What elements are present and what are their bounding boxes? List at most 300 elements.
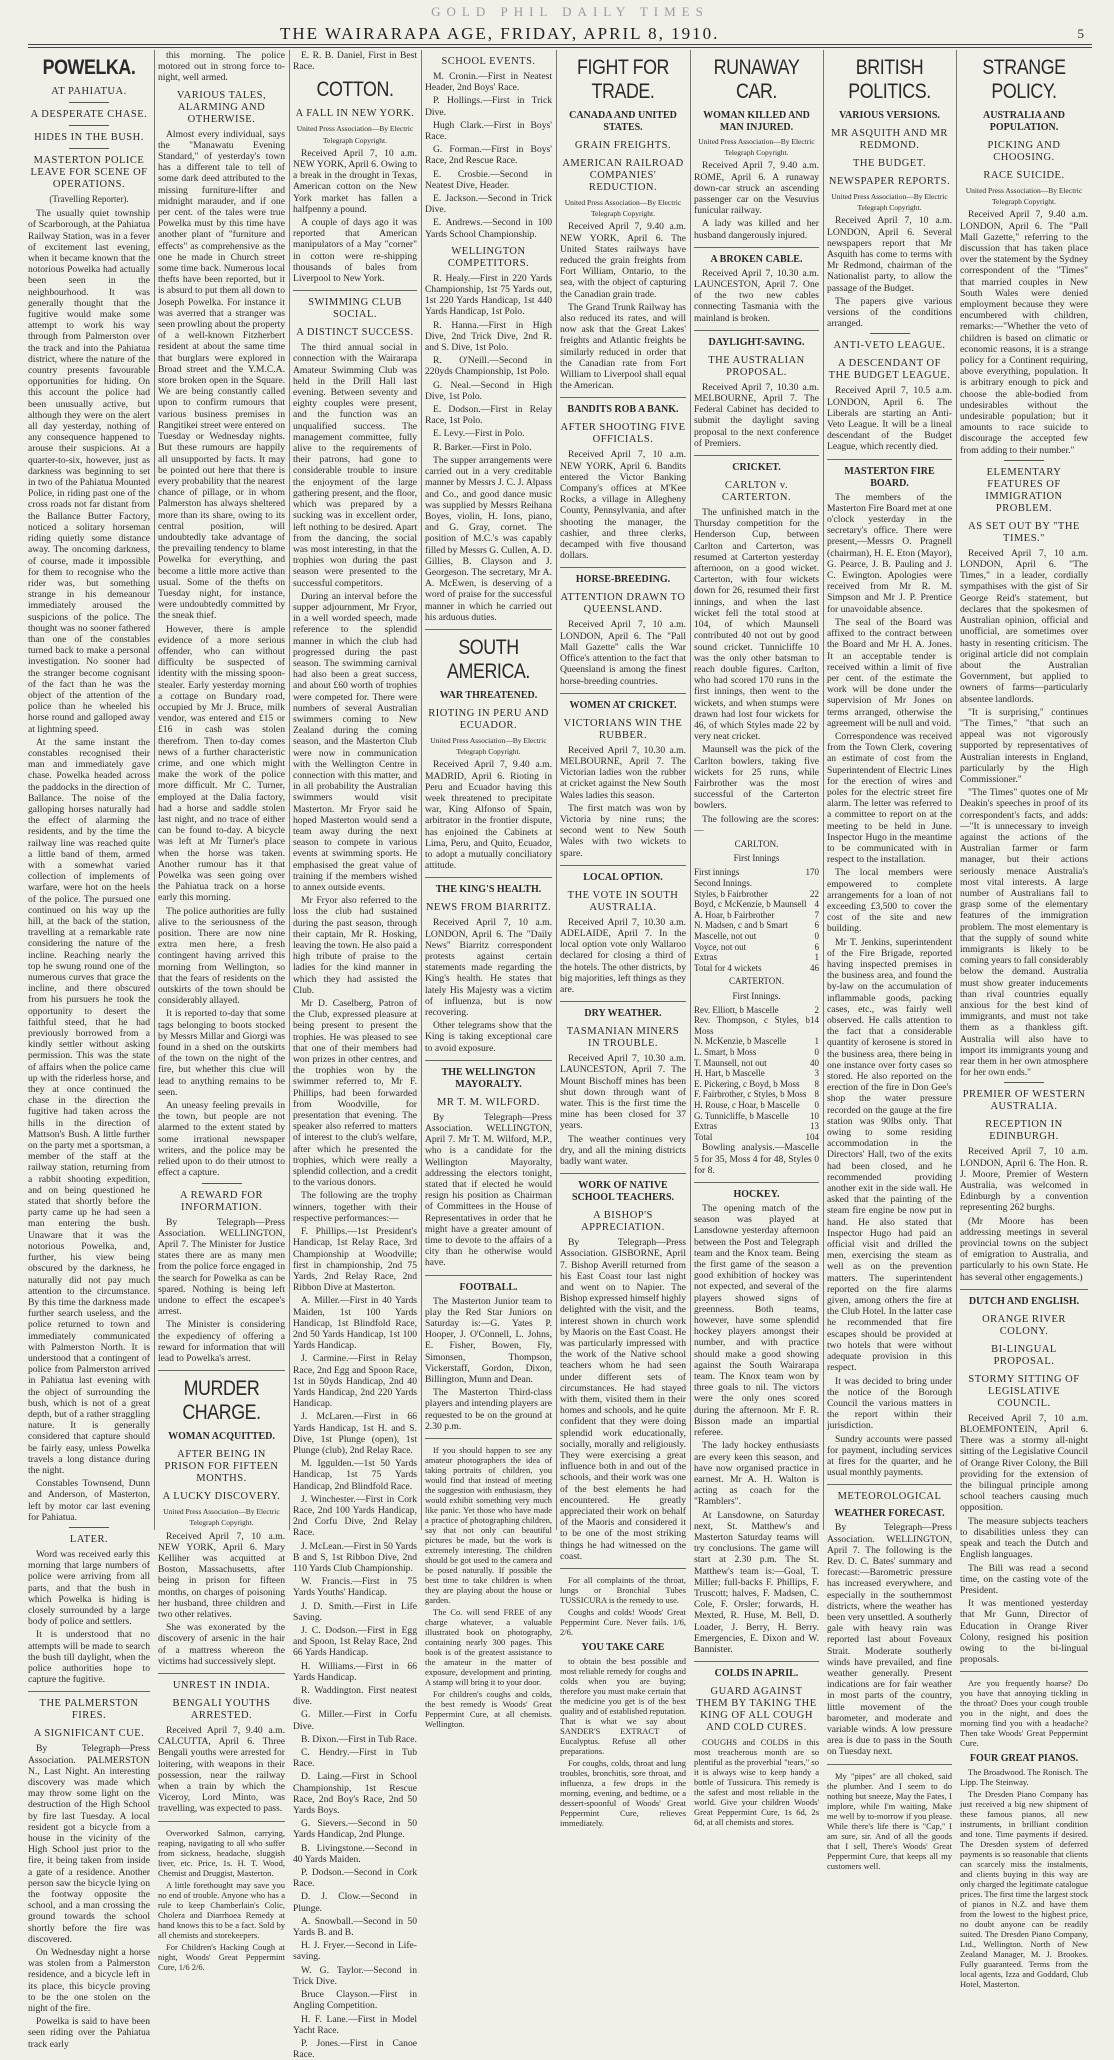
article-paragraph: Received April 7, 9.40 a.m. NEW YORK, April 6. The United States railways have reduced the grain freights from Fort William, Ontario, to the sea, with the object of capturing the Canadian grain trade.	[560, 221, 686, 300]
scorecard-title: CARTERTON.	[728, 976, 784, 987]
trophy-winner: G. Forman.—First in Boys' Race, 2nd Rescue Race.	[425, 144, 552, 167]
score-row	[694, 963, 819, 974]
trophy-winner: R. O'Neill.—Second in 220yds Championship, 1st Polo.	[425, 355, 552, 378]
score-player: Extras	[694, 952, 717, 963]
article-paragraph: On Wednesday night a horse was stolen from a Palmerston residence, and a bicycle left in its place, this bicycle proving to be the one stolen on the night of the fire.	[28, 1947, 150, 2015]
headline-south-america: SOUTH AMERICA.	[447, 635, 530, 683]
article-paragraph: By Telegraph—Press Association. WELLINGTON, April 7. The Minister for Justice states there are as many men from the police force engaged in the search for Powelka as can be spared. Nothing is being left undone to effect the escapee's arrest.	[158, 1216, 285, 1318]
score-runs: 4	[814, 899, 819, 910]
subhead: COLDS IN APRIL.	[714, 1668, 799, 1680]
article-paragraph: The unfinished match in the Thursday competition for the Henderson Cup, between Carlton and Carterton, was resumed at Carterton yesterday afternoon, on a good wicket. Carterton, with four wickets down for 26, resumed their first innings, and when the last wicket fell the total stood at 104, of which Maunsell contributed 40 not out by good sound cricket. Tunnicliffe 10 was the only other batsman to reach double figures. Carlton, who had scored 170 runs in the first innings, then went to the wickets, and when stumps were drawn had lost four wickets for 46, of which Styles made 22 by very neat cricket.	[694, 507, 819, 743]
score-row	[694, 889, 819, 900]
subhead: WORK OF NATIVE SCHOOL TEACHERS.	[571, 1180, 675, 1204]
score-runs: 7	[814, 909, 819, 920]
score-row	[694, 1047, 819, 1058]
trophy-winner: P. Dodson.—Second in Cork Race.	[293, 1867, 417, 1890]
score-runs: 10	[810, 1110, 819, 1121]
subhead: A DISTINCT SUCCESS.	[296, 327, 414, 339]
article-paragraph: Other telegrams show that the King is taking exceptional care to avoid exposure.	[425, 1020, 552, 1054]
subhead: WEATHER FORECAST.	[834, 1508, 945, 1520]
trophy-winner: H. J. Fryer.—Second in Life-saving.	[293, 1940, 417, 1963]
trophy-winner: E. Jackson.—Second in Trick Dive.	[425, 193, 552, 216]
article-paragraph: Received April 7, 10.5 a.m. LONDON, April 6. The Liberals are starting an Anti-Veto League. It will be a lineal descendant of the Budget League, which recently died.	[827, 385, 952, 453]
article-paragraph: The supper arrangements were carried out in a very creditable manner by Messrs J. C. J. Alpass and Co., and good dance music was supplied by Messrs Reihana Boyes, violin, H. Ions, piano, and G. Gray, cornet. The position of M.C.'s was capably filled by Messrs G. Cullen, A. D. Gillies, B. Clayson and J. Georgeson. The secretary, Mr A. A. McEwen, is deserving of a word of praise for the successful manner in which he carried out his arduous duties.	[425, 454, 552, 623]
article-paragraph: At Lansdowne, on Saturday next, St. Matthew's and Masterton Saturday teams will try conclusions. The game will start at 2.30 p.m. The St. Matthew's team is:—Goal, T. Miller; full-backs F. Phillips, F. Truscott; halves, F. Madsen, C. Cole, F. Orsler; forwards, H. Mexted, R. Huse, M. Bell, D. Loader, J. Berry, H. Berry. Emergencies, E. Dixon and W. Bannister.	[694, 1509, 819, 1655]
article-paragraph: Received April 7, 9.40 a.m. CALCUTTA, April 6. Three Bengali youths were arrested for loitering, with weapons in their possession, near the railway when a train by which the Viceroy, Lord Minto, was travelling, was expected to pass.	[158, 1724, 285, 1815]
column-1	[28, 50, 150, 2050]
article-paragraph: The papers give various versions of the conditions arranged.	[827, 295, 952, 330]
score-row	[694, 899, 819, 910]
scorecard-subtitle: First Innings.	[732, 990, 781, 1001]
score-runs: 8	[814, 1078, 819, 1089]
article-paragraph: "It is surprising," continues "The Times," "that such an appeal was not vigorously supported by representatives of Australian interests in England, particularly by the High Commissioner."	[960, 706, 1088, 785]
article-paragraph: Received April 7, 10.30 a.m. LAUNCESTON, April 7. One of the two new cables connecting Tasmania with the mainland is broken.	[694, 267, 819, 324]
score-player: Styles, b Fairbrother	[694, 888, 768, 899]
score-runs: 0	[814, 1047, 819, 1058]
trophy-winner: J. Carmine.—First in Relay Race, 2nd Egg and Spoon Race, 1st in 50yds Handicap, 2nd 40 Yards Handicap, 2nd 220 Yards Handicap.	[293, 1353, 417, 1410]
trophy-winner: A. Snowball.—Second in 50 Yards B. and B.	[293, 1915, 417, 1939]
subhead: LOCAL OPTION.	[583, 871, 663, 883]
advertisement-heading: FOUR GREAT PIANOS.	[969, 1753, 1079, 1765]
trophy-winner: E. Crosbie.—Second in Neatest Dive, Header.	[425, 168, 552, 191]
article-paragraph: The opening match of the season was played at Lansdowne yesterday afternoon between the Post and Telegraph team and the Knox team. Being the first game of the season a good exhibition of hockey was not expected, and several of the players showed signs of greenness. Both teams, however, have some splendid hockey players amongst their number, and with practice should make a good showing against the South Wairarapa team. The Knox team won by three goals to nil. The victors were the only ones scored during the afternoon. Mr F. R. Bisson made an impartial referee.	[694, 1203, 819, 1439]
score-row	[694, 942, 819, 953]
trophy-winner: J. D. Smith.—First in Life Saving.	[293, 1600, 417, 1623]
article-paragraph: Word was received early this morning that large numbers of police were arriving from all parts, and that the bush in which Powelka is hiding is closely surrounded by a large body of police and settlers.	[28, 1548, 150, 1628]
subhead: DRY WEATHER.	[584, 1008, 662, 1020]
trophy-winner: G. Sievers.—Second in 50 Yards Handicap, 2nd Plunge.	[293, 1818, 417, 1841]
trophy-winner: R. Waddington. First neatest dive.	[293, 1685, 417, 1708]
trophy-winner: R. Healy.—First in 220 Yards Championship, 1st 75 Yards out, 1st 220 Yards Handicap, 1st 440 Yards Handicap, 1st Polo.	[425, 272, 552, 318]
article-paragraph: The members of the Masterton Fire Board met at one o'clock yesterday in the secretary's office. There were present,—Messrs O. Pragnell (chairman), H. E. Eton (Mayor), G. Pearce, J. B. Pauling and J. C. Ewington. Apologies were received from Mr R. M. Simpson and Mr J. P. Prentice for unavoidable absence.	[827, 491, 952, 615]
score-runs: 104	[805, 1131, 819, 1142]
score-runs: 0	[814, 1100, 819, 1111]
article-paragraph: At the same instant the constables recognised their man and immediately gave chase. Powelka headed across the paddocks in the direction of Ballance. The noise of the galloping horses naturally had the effect of alarming the residents, and by the time the railway line was reached quite a little band of them, armed with a somewhat varied collection of implements of warfare, were hot on the heels of the police. The pursued one continued on his way up the hill, at the back of the station, travelling at a remarkable rate considering the nature of the incline. Reaching nearly the top he swung round one of the numerous curves that grace the incline, and there obscured from his pursuers he took the opportunity to desert the faithful steed, that he had previously borrowed from a kindly settler without asking permission. This was the state of affairs when the police came up with the riderless horse, and they at once continued the chase in the direction the fugitive had taken across the hills in the direction of Mattson's Bush. A little further on the party met a sportsman, a member of the staff at the railway station, returning from a rabbit shooting expedition, and on being questioned he stated that shortly before the party came up he had seen a man entering the bush. Unaware that it was the notorious Powelka, and, further, his view being obscured by the darkness, he naturally did not pay much attention to the circumstance. By this time the darkness made further search useless, and the police returned to town and immediately communicated with Palmerston North. It is understood that a contingent of police from Palmerston arrived in Pahiatua last evening with the object of surrounding the bush, which is not of a great depth, but of a rather straggling nature. It is generally considered that capture should be fairly easy, unless Powelka travels a long distance during the night.	[28, 736, 150, 1476]
credit-line: United Press Association—By Electric Telegraph Copyright.	[430, 735, 547, 757]
article-paragraph: The seal of the Board was affixed to the contract between the Board and Mr H. A. Jones. It an acceptable tender is received within a limit of five per cent. of the estimate the work will be done under the supervision of Mr Jones on terms arranged, otherwise the agreement will be null and void.	[827, 616, 952, 729]
column-divider	[690, 50, 691, 1530]
masthead-rule-2	[28, 47, 1092, 48]
score-runs: 1	[814, 952, 819, 963]
article-paragraph: Correspondence was received from the Town Clerk, covering an estimate of cost from the Superintendent of Electric Lines for the erection of wires and poles for the electric street fire alarm. The letter was referred to a committee to report on at the meeting to be held in June. Inspector Hugo in the meantime to be communicated with in respect to the installation.	[827, 730, 952, 866]
score-row	[694, 1005, 819, 1016]
article-paragraph: An uneasy feeling prevails in the town, but people are not alarmed to the extent stated by some irrational newspaper writers, and the police may be relied upon to do their utmost to effect a capture.	[158, 1100, 285, 1179]
subhead: AMERICAN RAILROAD COMPANIES' REDUCTION.	[562, 158, 684, 193]
headline-cotton: COTTON.	[316, 78, 394, 102]
subhead: HOCKEY.	[733, 1189, 780, 1201]
score-player: H. Hart, b Mascelle	[694, 1068, 765, 1079]
article-paragraph: Powelka is said to have been seen riding over the Pahiatua track early	[28, 2016, 150, 2050]
trophy-winner: B. Livingstone.—Second in 40 Yards Maiden.	[293, 1842, 417, 1865]
article-paragraph: The usually quiet township of Scarborough, at the Pahiatua Railway Station, was in a fever of excitement last evening, when it became known that the notorious Powelka had actually been seen in the neighbourhood. It was generally thought that the fugitive would make some attempt to work his way through from Palmerston over the track and into the Pahiatua district, where the nature of the country presents favourable opportunities for hiding. On this account the police had been unusually active, but although they were on the alert all day yesterday, nothing of any consequence happened to arouse their suspicions. At a quarter-to-six, however, just as darkness was beginning to set in two of the Pahiatua Mounted Police, in riding past one of the cross roads not far distant from the Ballance Butter Factory, noticed a solitary horseman riding quietly some distance away. The oncoming darkness, of course, made it impossible for them to recognise who the rider was, but something strange in his demeanour immediately aroused the suspicions of the police. The thought was no sooner fathered than one of the constables turned back to make a personal investigation. No sooner had the stranger become cognisant of the fact than he was the object of the attention of the police than he wheeled his horse round and galloped away at lightning speed.	[28, 208, 150, 735]
subhead: PICKING AND CHOOSING.	[987, 140, 1061, 163]
score-player: First innings	[694, 867, 740, 878]
article-paragraph: The measure subjects teachers to disabilities unless they can speak and teach the Dutch and English languages.	[960, 1515, 1088, 1561]
subhead: BANDITS ROB A BANK.	[567, 404, 679, 416]
article-paragraph: The lady hockey enthusiasts are every keen this season, and have now organised practice in earnest. Mr A. H. Walton is acting as coach for the "Ramblers".	[694, 1440, 819, 1508]
score-player: Total	[694, 1131, 713, 1142]
headline-powelka: POWELKA.	[42, 56, 136, 79]
subhead: AUSTRALIA AND POPULATION.	[983, 110, 1065, 133]
article-paragraph: Received April 7, 10 a.m. LONDON, April 6. The "Daily News" Biarritz correspondent protests against certain statements made regarding the King's health. He states that lately His Majesty was a victim of influenza, but is now recovering.	[425, 917, 552, 1018]
trophy-winner: E. Levy.—First in Polo.	[433, 428, 525, 440]
subhead: DUTCH AND ENGLISH.	[968, 1295, 1080, 1307]
subhead: MASTERTON POLICE LEAVE FOR SCENE OF OPERATIONS.	[30, 155, 148, 190]
score-row	[694, 1079, 819, 1090]
article-paragraph: A couple of days ago it was reported that American manipulators of a May "corner" in cotton were re-shipping thousands of bales from Liverpool to New York.	[293, 217, 417, 285]
subhead: UNREST IN INDIA.	[172, 1679, 271, 1691]
article-paragraph: By Telegraph—Press Association. PALMERSTON N., Last Night. An interesting discovery was made which may throw some light on the destruction of the High School by fire last Tuesday. A local resident got a bicycle from a house in the vicinity of the High School just prior to the fire, it being taken from inside a gate of a residence. Another person saw the bicycle lying on the footway opposite the school, and a man crossing the ground towards the school shortly before the fire was discovered.	[28, 1743, 150, 1945]
trophy-winner: E. Dodson.—First in Relay Race, 1st Polo.	[425, 404, 552, 427]
column-divider	[823, 50, 824, 1530]
article-paragraph: Received April 7, 10.30 a.m. LAUNCESTON, April 7. The Mount Bischoff mines has been shut down through want of water. This is the first time the mine has been closed for 37 years.	[560, 1053, 686, 1132]
advertisement: The Broadwood. The Ronisch. The Lipp. The Steinway.	[960, 1767, 1088, 1788]
subhead: BENGALI YOUTHS ARRESTED.	[172, 1697, 271, 1721]
score-player: N. McKenzie, b Mascelle	[694, 1036, 787, 1047]
score-row	[694, 920, 819, 931]
article-paragraph: It was decided to bring under the notice of the Borough Council the various matters in the report within their jurisdiction.	[827, 1375, 952, 1432]
subhead: WOMEN AT CRICKET.	[569, 699, 677, 711]
credit-line: United Press Association—By Electric Telegraph Copyright.	[831, 192, 948, 213]
trophy-winner: J. McLaren.—First in 66 Yards Handicap, 1st H. and S. Dive, 1st Plunge (open), 1st Plunge (club), 2nd Relay Race.	[293, 1411, 417, 1456]
article-paragraph: The police authorities are fully alive to the seriousness of the position. There are now nine extra men here, a fresh contingent having arrived this morning from Wellington, so that the fears of residents on the outskirts of the town should be considerably allayed.	[158, 905, 285, 1007]
headline-fight-for-trade: FIGHT FOR TRADE.	[576, 56, 670, 103]
subhead: THE AUSTRALIAN PROPOSAL.	[708, 354, 805, 378]
headline-runaway-car: RUNAWAY CAR.	[713, 56, 800, 103]
trophy-winner: W. G. Taylor.—Second in Trick Dive.	[293, 1964, 417, 1987]
page-number: 5	[1077, 26, 1084, 41]
score-runs: 40	[810, 1057, 819, 1068]
score-runs: 170	[805, 867, 819, 878]
subhead: AT PAHIATUA.	[51, 86, 127, 97]
subhead: RIOTING IN PERU AND ECUADOR.	[428, 707, 549, 731]
trophy-winner: H. Williams.—First in 66 Yards Handicap.	[293, 1660, 417, 1683]
subhead: A LUCKY DISCOVERY.	[162, 1491, 281, 1503]
subhead: THE VOTE IN SOUTH AUSTRALIA.	[567, 889, 679, 913]
trophy-winner: Bruce Clayson.—First in Angling Competition.	[293, 1989, 417, 2012]
score-runs: 1	[814, 1036, 819, 1047]
score-player: Rev. Elliott, b Mascelle	[694, 1004, 779, 1015]
credit-line: United Press Association—By Electric Telegraph Copyright.	[698, 137, 815, 158]
trophy-winner: M. Iggulden.—1st 50 Yards Handicap, 1st 75 Yards Handicap, 2nd Blindfold Race.	[293, 1458, 417, 1492]
column-divider	[154, 50, 155, 1530]
column-divider	[289, 50, 290, 1530]
score-player: Voyce, not out	[694, 941, 747, 952]
credit-line: United Press Association—By Electric Telegraph Copyright.	[564, 198, 682, 219]
subhead: ORANGE RIVER COLONY.	[982, 1313, 1066, 1337]
credit-line: United Press Association—By Electric Telegraph Copyright.	[965, 186, 1083, 207]
column-divider	[421, 50, 422, 1530]
score-row	[694, 1036, 819, 1047]
column-4	[425, 50, 552, 1730]
score-runs: 6	[814, 941, 819, 952]
subhead: ATTENTION DRAWN TO QUEENSLAND.	[560, 592, 686, 616]
credit-line: United Press Association—By Electric Telegraph Copyright.	[163, 1507, 280, 1528]
article-paragraph: During an interval before the supper adjournment, Mr Fryor, in a well worded speech, made reference to the splendid manner in which the club had progressed during the past season. The swimming carnival had also been a great success, and about £60 worth of trophies were competed for. There were numbers of several Australian swimmers coming to New Zealand during the coming season, and the Masterton Club were now in communication with the Wellington Centre in connection with this matter, and in all probability the Australian swimmers would visit Masterton. Mr Fryor said he hoped Masterton would send a team away during the next season to compete in various events at swimming sports. He emphasised the great value of training if the members wished to annex outside events.	[293, 590, 417, 893]
article-paragraph: (Mr Moore has been addressing meetings in several provincial towns on the subject of emigration to Australia, and particularly to his own State. He has several other engagements.)	[960, 1215, 1088, 1283]
subhead: VARIOUS TALES, ALARMING AND OTHERWISE.	[176, 89, 267, 125]
subhead: WOMAN KILLED AND MAN INJURED.	[703, 110, 810, 133]
subhead: HIDES IN THE BUSH.	[34, 132, 144, 143]
masthead	[30, 0, 1090, 44]
trophy-winner: M. Cronin.—First in Neatest Header, 2nd Boys' Race.	[425, 71, 552, 94]
subhead: WOMAN ACQUITTED.	[168, 1431, 275, 1443]
column-5	[560, 50, 686, 1829]
subhead: METEOROLOGICAL	[837, 1491, 942, 1503]
masthead-title: THE WAIRARAPA AGE, FRIDAY, APRIL 8, 1910.	[280, 24, 720, 43]
score-player: E. Pickering, c Boyd, b Moss	[694, 1078, 800, 1089]
subhead-later: LATER.	[69, 1533, 109, 1545]
trophy-winner: H. F. Lane.—First in Model Yacht Race.	[293, 2013, 417, 2036]
advertisement: For Children's Hacking Cough at night, Woods' Great Peppermint Cure, 1/6 2/6.	[158, 1941, 285, 1972]
score-player: T. Maunsell, not out	[694, 1057, 767, 1068]
trophy-winner: G. Neal.—Second in High Dive, 1st Polo.	[425, 379, 552, 402]
subhead: RECEPTION IN EDINBURGH.	[985, 1119, 1063, 1143]
headline-strange-policy: STRANGE POLICY.	[982, 56, 1066, 103]
subhead: MASTERTON FIRE BOARD.	[844, 465, 935, 489]
subhead: MR T. M. WILFORD.	[436, 1096, 540, 1108]
masthead-rule	[28, 44, 1092, 45]
article-paragraph: The following are the scores:—	[694, 813, 819, 836]
score-runs: 6	[814, 920, 819, 931]
column-6	[694, 50, 819, 1828]
score-player: A. Hoar, b Fairbrother	[694, 909, 775, 920]
advertisement: Overworked Salmon, carrying, reaping, navigating to all who suffer from sickness, headache, sluggish liver, etc. Price, 1s. H. T. Wood, Chemist and Druggist, Masterton.	[158, 1827, 285, 1878]
trophy-winner: R. Barker.—First in Polo.	[433, 441, 532, 453]
article-paragraph: Received April 7, 10 a.m. LONDON, April 6. "The Times," in a leader, cordially sympathises with the gist of Sir George Reid's statement, but declares that the spokesmen of Australian opinion, official and unofficial, are sometimes over hasty in resenting criticism. The original article did not complain about the Australian Government, but applied to owners of farms—particularly absentee landlords.	[960, 547, 1088, 705]
scorecard-subtitle: First Innings	[733, 853, 780, 864]
article-paragraph: By Telegraph—Press Association. WELLINGTON, April 7. Mr T. M. Wilford, M.P., who is a candidate for the Wellington Mayoralty, addressing the electors tonight, stated that if elected he would resign his position as Chairman of Committees in the House of Representatives in order that he might have a greater amount of time to devote to the affairs of a city than he otherwise would have.	[425, 1111, 552, 1269]
score-runs: 8	[814, 1089, 819, 1100]
advertisement: to obtain the best possible and most reliable remedy for coughs and colds when you are buying; therefore you must make certain that the medicine you get is of the best quality and of established reputation. That is what we say about SANDER'S EXTRACT of Eucalyptus. Refuse all other preparations.	[560, 1656, 686, 1757]
score-row	[694, 1068, 819, 1079]
subhead: AFTER SHOOTING FIVE OFFICIALS.	[560, 422, 686, 446]
subhead: THE KING'S HEALTH.	[435, 884, 542, 896]
score-row	[694, 1111, 819, 1122]
article-paragraph: The first match was won by Victoria by nine runs; the second went to New South Wales with two wickets to spare.	[560, 802, 686, 859]
subhead: A BROKEN CABLE.	[710, 253, 803, 265]
column-8	[960, 50, 1088, 1990]
subhead: THE PALMERSTON FIRES.	[39, 1698, 139, 1722]
subhead: A REWARD FOR INFORMATION.	[179, 1189, 263, 1213]
article-paragraph: The following are the trophy winners, together with their respective performances:—	[293, 1190, 417, 1224]
column-divider	[556, 50, 557, 1530]
subhead: CRICKET.	[732, 462, 781, 474]
article-paragraph: The Masterton Third-class players and intending players are requested to be on the ground at 2.30 p.m.	[425, 1387, 552, 1432]
subhead: GUARD AGAINST THEM BY TAKING THE KING OF ALL COUGH AND COLD CURES.	[696, 1686, 817, 1734]
subhead: HORSE-BREEDING.	[575, 574, 671, 586]
score-row	[694, 931, 819, 942]
article-paragraph: "The Times" quotes one of Mr Deakin's speeches in proof of its correspondent's facts, and adds:—"It is unnecessary to inveigh against the actions of the Australian farmer or farm manager, but their actions seriously menace Australia's most vital interests. A large number of Australians fail to grasp some of the elementary features of the immigration problem. The most elementary is that the supply of sound white immigrants is likely to be coming years to fall considerably below the demand. Australia must show greater inducements than rival countries equally anxious for the best kind of immigrants, and must not take them as a thankless gift. Australia will also have to import its immigrants young and rear them in her own atmosphere for her own ends."	[960, 787, 1088, 1079]
subhead: BI-LINGUAL PROPOSAL.	[991, 1343, 1057, 1367]
article-paragraph: Mr T. Jenkins, superintendent of the Fire Brigade, reported having inspected premises in the business area, and found the by-law on the accumulation of inflammable goods, packing cases, etc., was fairly well observed. He calls attention to the fact that a considerable quantity of kerosene is stored in the business area, there being in one instance over forty cases so stored. He also reported on the erection of the fire in Don Gee's shop the water pressure recorded on the gauge at the fire station was 90lbs only. That owing to some residing accommodation in the Directors' Hall, two of the exits had been closed, and he recommended providing another exit in the side wall. He asked that the painting of the steam fire engine be now put in hand. He also stated that Inspector Hugo had paid an official visit and drilled the men, exercising the steam as well as on the prevention matters. The superintendent reported on the fire alarms given, among others the fire at the Club Hotel. In the latter case he recommended that fire escapes should be provided at two hotels that were without adequate provision in this respect.	[827, 936, 952, 1374]
score-runs: 22	[810, 888, 819, 899]
subhead: VICTORIANS WIN THE RUBBER.	[563, 717, 683, 741]
article-paragraph: She was exonerated by the discovery of arsenic in the hair of a mattress whereon the victims had successively slept.	[158, 1622, 285, 1667]
score-player: Mascelle, not out	[694, 930, 757, 941]
trophy-winner: D. Laing.—First in School Championship, 1st Rescue Race, 2nd Boy's Race, 2nd 50 Yards Boys.	[293, 1771, 417, 1817]
scorecard-carterton	[694, 1005, 819, 1143]
score-runs: 0	[814, 930, 819, 941]
subhead: ANTI-VETO LEAGUE.	[833, 340, 946, 352]
score-row	[694, 952, 819, 963]
advertisement: Are you frequently hoarse? Do you have that annoying tickling in the throat? Does your cough trouble you in the night, and does the morning find you with a headache? Then take Woods' Great Peppermint Cure.	[960, 1678, 1088, 1749]
score-runs: 13	[810, 1121, 819, 1132]
subhead: A DESCENDANT OF THE BUDGET LEAGUE.	[828, 358, 951, 382]
article-paragraph: Maunsell was the pick of the Carlton bowlers, taking five wickets for 25 runs, while Fairbrother was the most successful of the Carterton bowlers.	[694, 744, 819, 812]
score-row	[694, 1058, 819, 1069]
advertisement: The Co. will send FREE of any charge whatever, a valuable illustrated book on photography, containing nearly 300 pages. This book is of the greatest assistance to the amateur in the matter of exposure, development and printing. A stamp will bring it to your door.	[425, 1607, 552, 1688]
trophy-winner: P. Jones.—First in Canoe Race.	[293, 2037, 417, 2060]
article-paragraph: Received April 7, 10 a.m. NEW YORK, April 6. Owing to a break in the drought in Texas, American cotton on the New York market has fallen a halfpenny a pound.	[293, 147, 417, 215]
article-paragraph: Received April 7, 10.30 a.m. MELBOURNE, April 7. The Victorian ladies won the rubber at cricket against the New South Wales ladies this season.	[560, 744, 686, 801]
score-player: F. Fairbrother, c Styles, b Moss	[694, 1089, 807, 1100]
score-player: H. Rouse, c Hoar, b Mascelle	[694, 1100, 800, 1111]
score-row	[694, 1089, 819, 1100]
advertisement: If you should happen to see any amateur photographers the idea of taking portraits of children, you would find that instead of meeting the suggestion with enthusiasm, they would exhibit something very much like panic. Yet those who have made a practice of photographing children, say that not only can beautiful pictures be made, but the work is extremely interesting. The children should be got used to the camera and be posed naturally. If possible the best time to take children is when they are playing about the house or garden.	[425, 1445, 552, 1606]
subhead: THE BUDGET.	[853, 158, 926, 169]
article-paragraph: Received April 7, 9.40 a.m. MADRID, April 6. Rioting in Peru and Ecuador having this week threatened to precipitate war, King Alfonso of Spain, arbitrator in the frontier dispute, has enjoined the Cabinets at Lima, Peru, and Quito, Ecuador, to adopt a mutually conciliatory attitude.	[425, 759, 552, 872]
article-paragraph: E. R. B. Daniel, First in Best Race.	[293, 50, 417, 73]
subhead: A SIGNIFICANT CUE.	[33, 1728, 145, 1740]
article-paragraph: this morning. The police motored out in strong force to-night, well armed.	[158, 50, 285, 84]
subhead: STORMY SITTING OF LEGISLATIVE COUNCIL.	[968, 1373, 1080, 1409]
score-player: Extras	[694, 1121, 717, 1132]
subhead: PREMIER OF WESTERN AUSTRALIA.	[962, 1089, 1086, 1113]
article-paragraph: The Bill was read a second time, on the casting vote of the President.	[960, 1562, 1088, 1596]
advertisement: A little forethought may save you no end of trouble. Anyone who has a rule to keep Chamberlain's Colic, Cholera and Diarrhoea Remedy at hand knows this to be a fact. Sold by all chemists and storekeepers.	[158, 1879, 285, 1940]
article-paragraph: The Minister is considering the expediency of offering a reward for information that will lead to Powelka's arrest.	[158, 1319, 285, 1364]
score-runs: 46	[810, 962, 819, 973]
article-paragraph: Received April 7, 10 a.m. LONDON, April 6. The "Pall Mall Gazette" calls the War Office's attention to the fact that Queensland is among the finest horse-breeding countries.	[560, 619, 686, 687]
score-row	[694, 878, 819, 889]
article-paragraph: The third annual social in connection with the Wairarapa Amateur Swimming Club was held in the Drill Hall last evening. Between seventy and eighty couples were present, and the function was an unqualified success. The management committee, fully alive to the requirements of their patrons, had gone to considerable trouble to insure the enjoyment of the large gathering present, and the floor, which was prepared by a sucking was in excellent order, left nothing to be desired. Apart from the dancing, the social was most interesting, in that the trophies won during the past season were presented to the successful competitors.	[293, 342, 417, 589]
score-player: G. Tunnicliffe, b Mascelle	[694, 1110, 789, 1121]
trophy-winner: G. Miller.—First in Corfu Dive.	[293, 1709, 417, 1732]
score-player: L. Smart, b Moss	[694, 1047, 757, 1058]
trophy-winner: R. Hanna.—First in High Dive, 2nd Trick Dive, 2nd R. and S. Dive, 1st Polo.	[425, 319, 552, 354]
trophy-winner: A. Miller.—First in 40 Yards Maiden, 1st 100 Yards Handicap, 1st Blindfold Race, 2nd 50 Yards Handicap, 1st 100 Yards Handicap.	[293, 1295, 417, 1352]
subhead: WAR THREATENED.	[439, 689, 538, 701]
score-row	[694, 910, 819, 921]
subhead: A FALL IN NEW YORK.	[295, 108, 415, 120]
trophy-winner: C. Hendry.—First in Tub Race.	[293, 1747, 417, 1770]
subhead: SWIMMING CLUB SOCIAL.	[308, 297, 402, 321]
article-paragraph: Received April 7, 10 a.m. LONDON, April 6. The Hon. R. J. Moore, Premier of Western Australia, was welcomed in Edinburgh by a convention representing 262 burghs.	[960, 1146, 1088, 1214]
trophy-winner: B. Dixon.—First in Tub Race.	[301, 1733, 417, 1745]
score-row	[694, 867, 819, 878]
headline-murder-charge: MURDER CHARGE.	[182, 1377, 261, 1425]
article-paragraph: Received April 7, 9.40 a.m. ROME, April 6. A runaway down-car struck an ascending passenger car on the Vesuvius funicular railway.	[694, 160, 819, 217]
subhead: NEWS FROM BIARRITZ.	[425, 902, 552, 914]
subhead: AS SET OUT BY "THE TIMES."	[968, 520, 1080, 544]
trophy-winner: W. Francis.—First in 75 Yards Youths' Handicap.	[293, 1576, 417, 1599]
score-player: Boyd, c McKenzie, b Maunsell	[694, 899, 807, 910]
article-paragraph: It was mentioned yesterday that Mr Gunn, Director of Education in Orange River Colony, resigned his position owing to the bi-lingual proposals.	[960, 1598, 1088, 1666]
score-player: N. Madsen, c and b Smart	[694, 920, 788, 931]
score-player: Rev. Thompson, c Styles, b Moss	[694, 1015, 810, 1036]
article-paragraph: Sundry accounts were passed for payment, including services at fires for the quarter, and he usual monthly payments.	[827, 1433, 952, 1479]
article-paragraph: The Masterton Junior team to play the Red Star Juniors on Saturday is:—G. Yates P. Hooper, J. O'Connell, L. Johns, E. Fisher, Bowen, Fly, Simonsen, Thompson, Vickerstaff, Gordon, Dixon, Billington, Munn and Dean.	[425, 1295, 552, 1386]
trophy-winner: Hugh Clark.—First in Boys' Race.	[425, 119, 552, 143]
article-paragraph: It is reported to-day that some tags belonging to boots stocked by Messrs Millar and Giorgi was found in a shed on the outskirts of the town on the night of the fire, but whether this clue will lead to anything remains to be seen.	[158, 1008, 285, 1098]
subhead: THE WELLINGTON MAYORALTY.	[441, 1066, 536, 1090]
article-paragraph: Received April 7, 10 a.m. NEW YORK, April 6. Mary Kelliher was acquitted at Boston, Massachusetts, after being in prison for fifteen months, on charges of poisoning her husband, three children and two other relatives.	[158, 1530, 285, 1620]
article-paragraph: Received April 7, 10 a.m. NEW YORK, April 6. Bandits entered the Victor Banking Company's offices at M'Kee Rocks, a village in Allegheny County, Pennsylvania, and after shooting the manager, the cashier, and three clerks, decamped with five thousand dollars.	[560, 449, 686, 562]
scorecard-title: CARLTON.	[734, 838, 779, 849]
subhead: GRAIN FREIGHTS.	[574, 140, 672, 151]
subhead: FOOTBALL.	[459, 1281, 518, 1293]
advertisement: Coughs and colds! Woods' Great Peppermint Cure. Never fails. 1/6, 2/6.	[560, 1607, 686, 1638]
article-paragraph: The local members were empowered to complete arrangements for a loan of not exceeding £3,500 to cover the cost of the site and new building.	[827, 867, 952, 935]
score-runs: 2	[814, 1004, 819, 1015]
article-paragraph: It is understood that no attempts will be made to search the bush till daylight, when the police authorities hope to capture the fugitive.	[28, 1629, 150, 1686]
score-player: Second Innings.	[694, 877, 752, 888]
advertisement: For coughs, colds, throat and lung troubles, bronchitis, sore throat, and influenza, a few drops in the morning, evening, and bedtime, or a dessert-spoonful of Woods' Great Peppermint Cure, relieves immediately.	[560, 1758, 686, 1829]
trophy-winner: P. Hollings.—First in Trick Dive.	[425, 95, 552, 118]
column-3	[293, 50, 417, 2060]
subhead: A BISHOP'S APPRECIATION.	[581, 1210, 665, 1234]
column-7	[827, 50, 952, 1871]
trophy-winner: D. J. Clow.—Second in Plunge.	[293, 1891, 417, 1914]
article-paragraph: Received April 7, 10 a.m. BLOEMFONTEIN, April 6. There was a stormy all-night sitting of the Legislative Council of Orange River Colony, the Bill providing for the extension of the bilingual principle among school teachers causing much opposition.	[960, 1412, 1088, 1514]
subhead: TASMANIAN MINERS IN TROUBLE.	[566, 1026, 680, 1050]
score-row	[694, 1015, 819, 1036]
article-paragraph: Mr Fryor also referred to the loss the club had sustained during the past season, through their captain, Mr R. Hosking, leaving the town. He also paid a high tribute of praise to the ladies for the kind manner in which they had assisted the Club.	[293, 895, 417, 996]
byline: (Travelling Reporter).	[49, 194, 129, 204]
subhead: RACE SUICIDE.	[983, 170, 1065, 181]
article-paragraph: Received April 7, 10.30 a.m. ADELAIDE, April 7. In the local option vote only Wallaroo declared for closing a third of the hotels. The other districts, by big majorities, left things as they are.	[560, 916, 686, 995]
article-paragraph: Received April 7, 10 a.m. LONDON, April 6. Several newspapers report that Mr Asquith has come to terms with Mr Redmond, chairman of the Nationalist party, to allow the passage of the Budget.	[827, 215, 952, 294]
subhead: CARLTON v. CARTERTON.	[721, 480, 792, 504]
trophy-winner: J. McLean.—First in 50 Yards B and S, 1st Ribbon Dive, 2nd 110 Yards Club Championship.	[293, 1540, 417, 1574]
headline-british-politics: BRITISH POLITICS.	[848, 56, 931, 103]
advertisement: For all complaints of the throat, lungs or Bronchial Tubes TUSSICURA is the remedy to use.	[560, 1575, 686, 1606]
subhead: AFTER BEING IN PRISON FOR FIFTEEN MONTHS.	[164, 1449, 279, 1485]
trophy-winner: F. Phillips.—1st President's Handicap, 1st Relay Race, 3rd Championship at Woodville; first in championship, 2nd 75 Yards, 2nd Relay Race, 2nd Ribbon Dive at Masterton.	[293, 1226, 417, 1294]
advertisement: My "pipes" are all choked, said the plumber. And I seem to do nothing but sneeze, May the Fates, I implore, while I'm waiting, Make me well by to-morrow if you please. While there's life there is "Cap," I am sure, sir. And of all the goods that I sell, There's Woods' Great Peppermint Cure, that keeps all my customers well.	[827, 1770, 952, 1871]
article-paragraph: Bowling analysis.—Mascelle 5 for 35, Moss 4 for 48, Styles 0 for 8.	[694, 1142, 819, 1176]
advertisement: For children's coughs and colds, the best remedy is Woods' Great Peppermint Cure, at all chemists. Wellington.	[425, 1689, 552, 1730]
column-divider	[956, 50, 957, 1530]
subhead: VARIOUS VERSIONS.	[839, 110, 940, 121]
subhead: MR ASQUITH AND MR REDMOND.	[831, 128, 948, 151]
article-paragraph: By Telegraph—Press Association. WELLINGTON, April 7. The following is the Rev. D. C. Bates' summary and forecast:—Barometric pressure has increased everywhere, and especially in the southernmost districts, where the weather has been very unsettled. A southerly gale with heavy rain was reported last about Foveaux Strait. Moderate southerly winds have prevailed, and fine weather generally. Present indications are for fair weather in most parts of the country, little movement of the barometer, and moderate and variable winds. A low pressure area is due to pass in the South on Tuesday next.	[827, 1522, 952, 1758]
article-paragraph: The Grand Trunk Railway has also reduced its rates, and will now ask that the Great Lakes' freights and Atlantic freights be similarly reduced in order that the Canadian rate from Fort William to Liverpool shall equal the American.	[560, 301, 686, 392]
score-row	[694, 1100, 819, 1111]
article-paragraph: Almost every individual, says the "Manawatu Evening Standard," of yesterday's town has a different tale to tell of some dark deed attributed to the missing furniture-lifter and midnight marauder, and if one per cent. of the tales were true Powelka must by this time have another plant of "furniture and effects" as comprehensive as the one he made in Church street some time back. Numerous local thefts have been reported, but it is absurd to put them all down to Joseph Powelka. For instance it was averred that a stranger was seen prowling about the property of a well-known Fitzherbert resident at about the same time that burglars were explored in Broad street and the Y.M.C.A. store broken open in the Square. We are being constantly called upon to confirm rumours that various business premises in Rangitikei street were entered on Tuesday or Wednesday nights. But these rumours are happily all unsupported by facts. It may be pointed out here that there is every probability that the nearest chance of pillage, or in whom Palmerston has always sheltered more than its share, owing to its central position, will undoubtedly take advantage of the prevailing tendency to blame Powelka for everything, and become a little more active than usual. Some of the thefts on Tuesday night, for instance, were undoubtedly committed by the sneak thief.	[158, 128, 285, 622]
article-paragraph: By Telegraph—Press Association. GISBORNE, April 7. Bishop Averill returned from his East Coast tour last night and went on to Napier. The Bishop expressed himself highly delighted with the visit, and the interest shown in church work by Maoris on the East Coast. He was particularly impressed with the work of the Native school teachers whom he had seen under different sets of circumstances. He had stayed with them, visited them in their homes and schools, and he quite confident that they were doing splendid work educationally, socially, morally and religiously. They were exercising a great influence both in and out of the schools, and their work was one of the best elements he had encountered. He greatly appreciated their work on behalf of the Maoris and considered it to be one of the most striking things he had witnessed on the coast.	[560, 1237, 686, 1562]
scorecard-carlton	[694, 867, 819, 973]
trophy-winner: J. C. Dodson.—First in Egg and Spoon, 1st Relay Race, 2nd 66 Yards Handicap.	[293, 1625, 417, 1659]
score-runs: 14	[810, 1015, 819, 1026]
article-paragraph: Received April 7, 10.30 a.m. MELBOURNE, April 7. The Federal Cabinet has decided to submit the daylight saving proposal to the next conference of Premiers.	[694, 381, 819, 449]
advertisement-heading: YOU TAKE CARE	[581, 1642, 665, 1654]
article-paragraph: Mr D. Caselberg, Patron of the Club, expressed pleasure at being present to present the trophies. He was pleased to see that one of their members had won prizes in other centres, and the trophies won by the swimmer referred to, Mr F. Phillips, had been forwarded from Woodville, for presentation that evening. The speaker also referred to matters of interest to the club's welfare, after which he presented the trophies, which were really a splendid collection, and a credit to the various donors.	[293, 998, 417, 1189]
advertisement: The Dresden Piano Company has just received a big new shipment of these famous pianos, all new instruments, in brilliant condition and tone. Time payments if desired. The Dresden system of deferred payments is so reasonable that clients can scarcely miss the instalments, and clients buying in this way are only charged the legitimate catalogue prices. The first time the largest stock of pianos in N.Z. and have them from the lowest to the highest price, no doubt anyone can be readily suited. The Dresden Piano Company, Ltd., Wellington. North of New Zealand Manager, M. J. Brookes. Fully guaranteed. Terms from the local agents, Izza and Goddard, Club Hotel, Masterton.	[960, 1789, 1088, 1990]
advertisement: COUGHS and COLDS in this most treacherous month are so plentiful as the proverbial "tears," so it is always wise to keep handy a bottle of Tussicura. This remedy is the safest and most reliable in the world. Give your children Woods' Great Peppermint Cure, 1s 6d, 2s 6d, at all chemists and stores.	[694, 1737, 819, 1828]
article-paragraph: Constables Townsend, Dunn and Anderson, of Masterton, left by motor car last evening for Pahiatua.	[28, 1478, 150, 1523]
subhead: NEWSPAPER REPORTS.	[828, 176, 951, 187]
column-2	[158, 50, 285, 1972]
score-runs: 3	[814, 1068, 819, 1079]
article-paragraph: The weather continues very dry, and all the mining districts badly want water.	[560, 1133, 686, 1167]
subhead: A DESPERATE CHASE.	[30, 109, 148, 120]
subhead: WELLINGTON COMPETITORS.	[447, 245, 530, 269]
score-player: Total for 4 wickets	[694, 962, 762, 973]
subhead: ELEMENTARY FEATURES OF IMMIGRATION PROBLEM.	[985, 466, 1063, 514]
article-paragraph: A lady was killed and her husband dangerously injured.	[694, 218, 819, 241]
